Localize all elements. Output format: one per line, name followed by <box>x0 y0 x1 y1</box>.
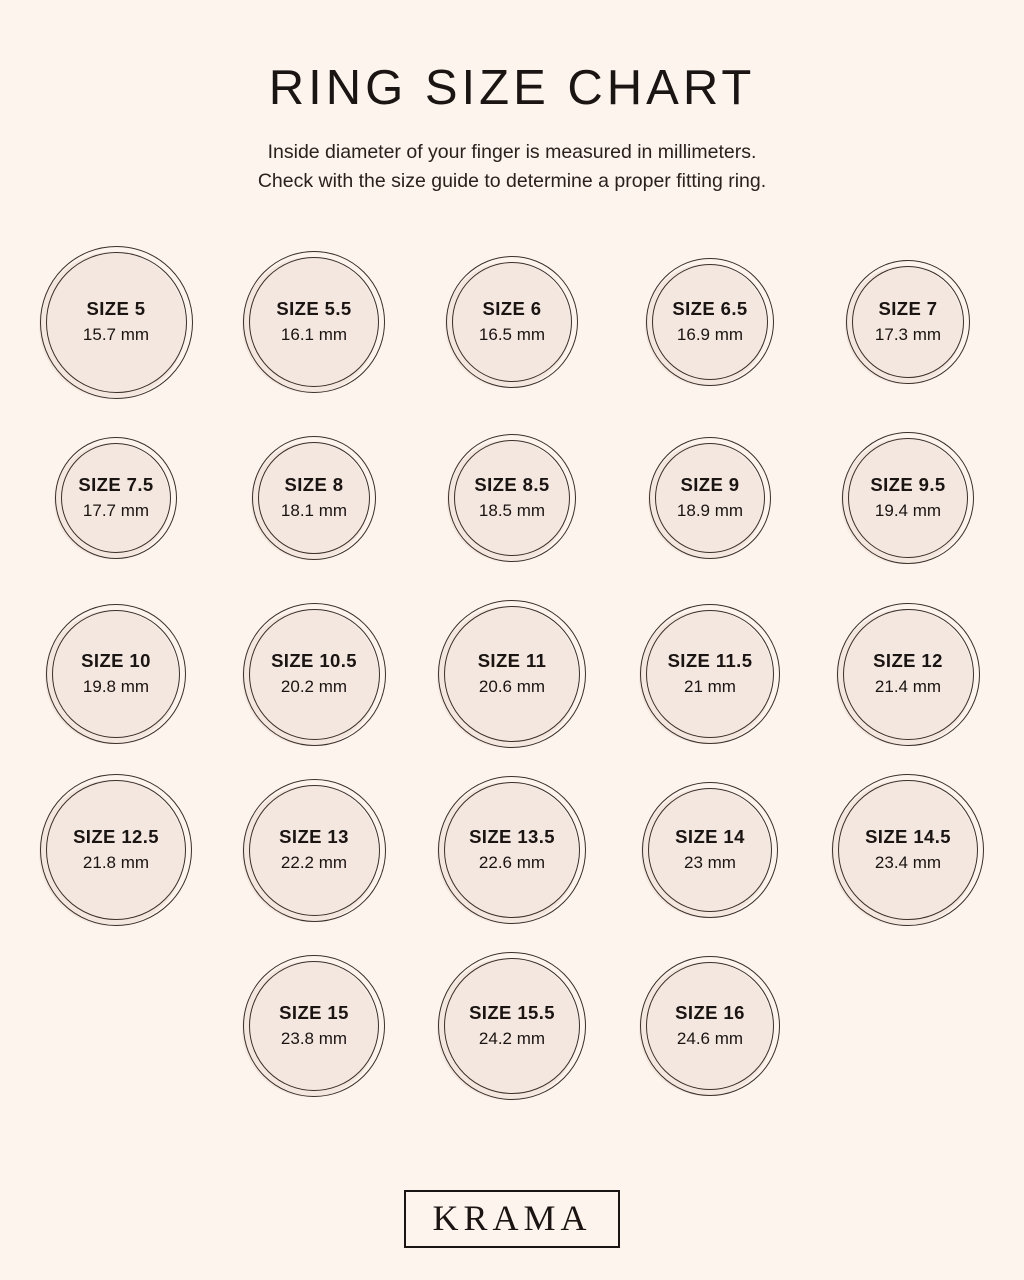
ring-diameter-label: 21.4 mm <box>874 677 942 697</box>
ring-size-item <box>234 418 394 578</box>
ring-label <box>675 825 745 875</box>
ring-size-label: SIZE 8.5 <box>474 474 550 496</box>
ring-size-label: SIZE 13.5 <box>469 826 555 848</box>
ring-label <box>870 473 945 523</box>
ring-size-label: SIZE 7 <box>878 298 938 320</box>
ring-label <box>478 649 547 699</box>
ring-diameter-label: 17.7 mm <box>82 501 150 521</box>
ring-label <box>677 473 743 523</box>
ring-size-item <box>432 946 592 1106</box>
ring-size-label: SIZE 5 <box>86 298 146 320</box>
ring-label <box>469 1001 555 1051</box>
ring-diameter-label: 18.1 mm <box>280 501 348 521</box>
page-subtitle <box>0 138 1024 197</box>
footer <box>0 1190 1024 1248</box>
ring-size-item <box>234 594 394 754</box>
ring-size-label: SIZE 10 <box>81 650 151 672</box>
ring-diameter-label: 17.3 mm <box>874 325 942 345</box>
ring-label <box>865 825 951 875</box>
ring-diameter-label: 20.2 mm <box>280 677 348 697</box>
page-title: RING SIZE CHART <box>268 61 756 115</box>
ring-size-item <box>828 770 988 930</box>
ring-size-label: SIZE 12 <box>873 650 943 672</box>
ring-diameter-label: 19.4 mm <box>874 501 942 521</box>
ring-label <box>83 297 149 347</box>
ring-diameter-label: 16.1 mm <box>280 325 348 345</box>
ring-size-label: SIZE 7.5 <box>78 474 154 496</box>
ring-diameter-label: 24.2 mm <box>478 1029 546 1049</box>
ring-size-item <box>36 418 196 578</box>
ring-size-label: SIZE 15.5 <box>469 1002 555 1024</box>
ring-diameter-label: 23.8 mm <box>280 1029 348 1049</box>
ring-size-label: SIZE 15 <box>279 1002 349 1024</box>
ring-diameter-label: 19.8 mm <box>82 677 150 697</box>
ring-label <box>474 473 549 523</box>
ring-diameter-label: 16.5 mm <box>478 325 546 345</box>
ring-size-item <box>828 242 988 402</box>
ring-size-label: SIZE 6.5 <box>672 298 748 320</box>
ring-size-label: SIZE 9 <box>680 474 740 496</box>
ring-diameter-label: 21 mm <box>684 677 736 697</box>
subtitle-line-1: Inside diameter of your finger is measured in millimeters. <box>267 140 757 163</box>
ring-size-item <box>36 242 196 402</box>
ring-label <box>479 297 545 347</box>
ring-size-item <box>432 770 592 930</box>
ring-diameter-label: 22.2 mm <box>280 853 348 873</box>
ring-label <box>73 825 159 875</box>
ring-label <box>279 825 349 875</box>
subtitle-line-2: Check with the size guide to determine a proper fitting ring. <box>257 170 767 193</box>
ring-diameter-label: 18.9 mm <box>676 501 744 521</box>
ring-diameter-label: 23 mm <box>684 853 736 873</box>
ring-row <box>36 586 988 762</box>
ring-label <box>279 1001 349 1051</box>
ring-row <box>36 234 988 410</box>
ring-label <box>78 473 153 523</box>
ring-row <box>234 938 790 1114</box>
ring-diameter-label: 22.6 mm <box>478 853 546 873</box>
ring-size-item <box>630 770 790 930</box>
ring-label <box>875 297 941 347</box>
ring-size-label: SIZE 14.5 <box>865 826 951 848</box>
ring-size-item <box>432 594 592 754</box>
ring-size-item <box>36 594 196 754</box>
ring-size-item <box>234 242 394 402</box>
ring-size-item <box>234 770 394 930</box>
ring-diameter-label: 23.4 mm <box>874 853 942 873</box>
ring-label <box>668 649 753 699</box>
ring-label <box>672 297 747 347</box>
ring-size-label: SIZE 11 <box>477 650 547 672</box>
ring-size-item <box>234 946 394 1106</box>
ring-diameter-label: 15.7 mm <box>82 325 150 345</box>
ring-label <box>873 649 943 699</box>
ring-size-label: SIZE 6 <box>482 298 542 320</box>
ring-diameter-label: 21.8 mm <box>82 853 150 873</box>
ring-size-item <box>36 770 196 930</box>
ring-diameter-label: 20.6 mm <box>478 677 546 697</box>
ring-size-label: SIZE 8 <box>284 474 344 496</box>
ring-label <box>469 825 555 875</box>
ring-size-label: SIZE 16 <box>675 1002 745 1024</box>
ring-label <box>281 473 347 523</box>
ring-row <box>36 410 988 586</box>
ring-label <box>271 649 357 699</box>
ring-label <box>276 297 351 347</box>
ring-size-grid <box>0 234 1024 1114</box>
ring-row <box>36 762 988 938</box>
ring-size-item <box>630 418 790 578</box>
ring-size-item <box>432 242 592 402</box>
ring-diameter-label: 24.6 mm <box>676 1029 744 1049</box>
ring-size-label: SIZE 13 <box>279 826 349 848</box>
ring-diameter-label: 16.9 mm <box>676 325 744 345</box>
ring-size-label: SIZE 12.5 <box>73 826 159 848</box>
brand-logo: KRAMA <box>404 1190 619 1248</box>
ring-size-label: SIZE 10.5 <box>271 650 357 672</box>
ring-size-item <box>630 594 790 754</box>
ring-size-label: SIZE 14 <box>675 826 745 848</box>
ring-diameter-label: 18.5 mm <box>478 501 546 521</box>
ring-size-label: SIZE 9.5 <box>870 474 946 496</box>
ring-size-item <box>630 242 790 402</box>
ring-size-label: SIZE 11.5 <box>667 650 753 672</box>
ring-size-item <box>630 946 790 1106</box>
ring-label <box>81 649 151 699</box>
ring-size-item <box>828 418 988 578</box>
ring-label <box>675 1001 745 1051</box>
ring-size-label: SIZE 5.5 <box>276 298 352 320</box>
ring-size-item <box>432 418 592 578</box>
ring-size-item <box>828 594 988 754</box>
